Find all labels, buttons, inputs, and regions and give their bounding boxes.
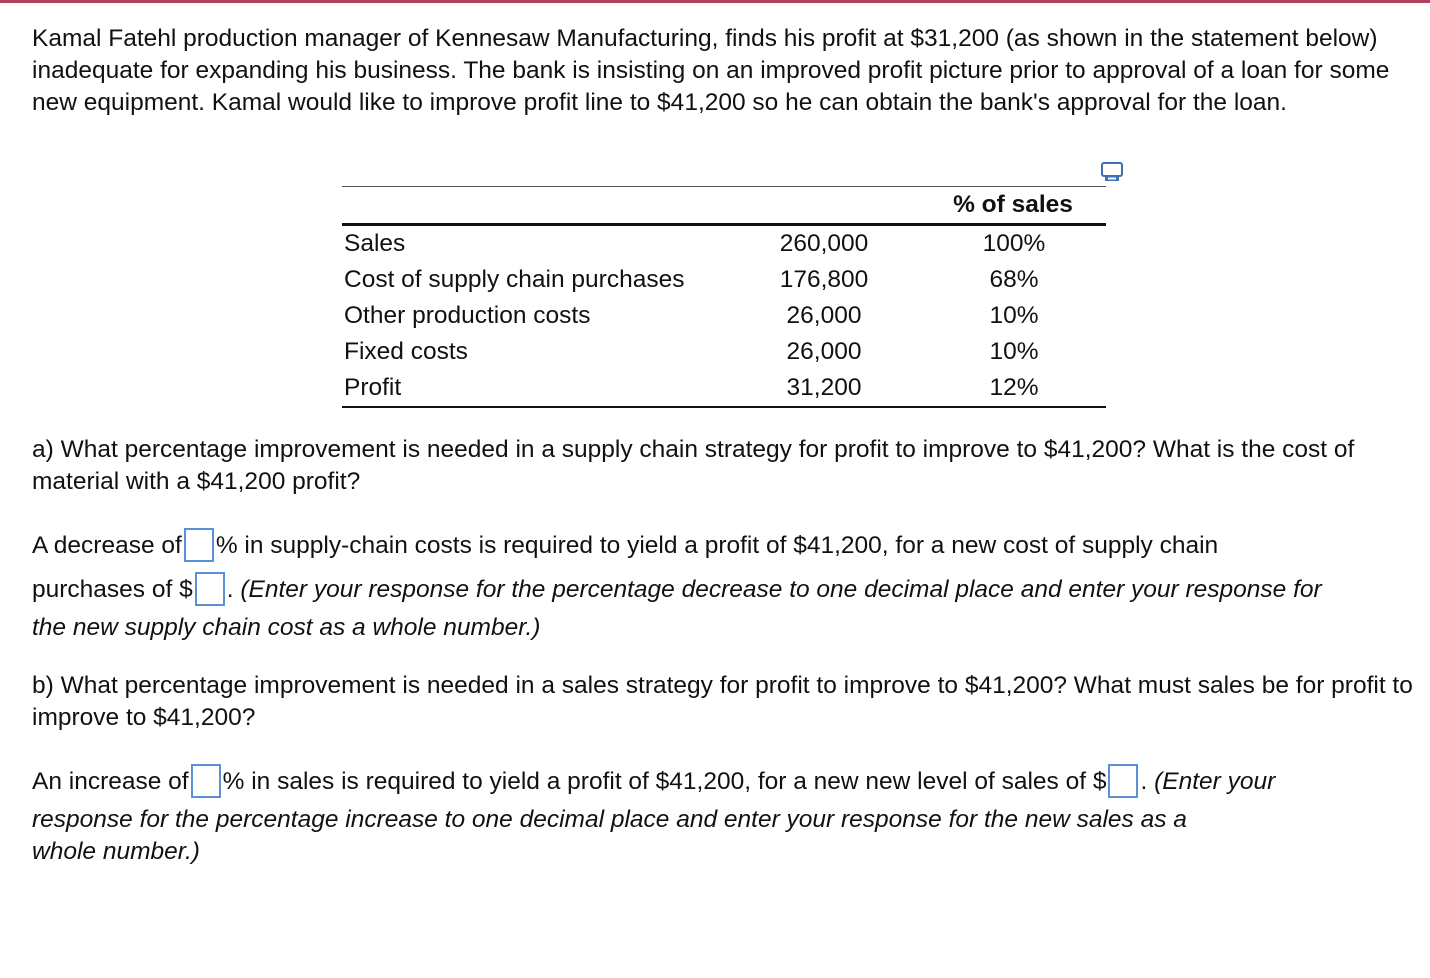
answer-a-instruction-cont: the new supply chain cost as a whole number.)	[32, 614, 541, 641]
row-amount-supply-chain: 176,800	[779, 266, 869, 293]
answer-a-instruction: (Enter your response for the percentage decrease to one decimal place and enter your response for	[240, 576, 1322, 603]
answer-a-prefix: A decrease of	[32, 532, 182, 559]
answer-a-line-1	[32, 530, 1218, 562]
table-bottom-rule	[342, 406, 1106, 408]
answer-b-instruction: (Enter your	[1154, 768, 1276, 795]
pct-increase-input[interactable]	[191, 764, 221, 798]
row-label-fixed-costs: Fixed costs	[344, 338, 468, 365]
question-a: a) What percentage improvement is needed in a supply chain strategy for profit to improve to $41,200? What is the cost of material with a $41,200 profit?	[32, 436, 1355, 495]
answer-b-suffix: .	[1140, 768, 1148, 795]
answer-a-line-2	[32, 574, 1322, 606]
pct-of-sales-header: % of sales	[953, 191, 1073, 218]
row-pct-other-production: 10%	[989, 302, 1039, 329]
problem-intro: Kamal Fatehl production manager of Kennesaw Manufacturing, finds his profit at $31,200 (as shown in the statement below) inadequate for expanding his business. The bank is insisting on an improved profit picture prior to approval of a loan for some new equipment. Kamal would like to improve profit line to $41,200 so he can obtain the bank's approval for the loan.	[32, 25, 1390, 116]
row-pct-sales: 100%	[982, 230, 1046, 257]
answer-b-middle: % in sales is required to yield a profit of $41,200, for a new new level of sales of $	[222, 768, 1107, 795]
answer-b-line-1	[32, 766, 1275, 798]
copy-to-spreadsheet-icon[interactable]	[1099, 161, 1125, 183]
row-pct-supply-chain: 68%	[989, 266, 1039, 293]
row-amount-fixed-costs: 26,000	[786, 338, 862, 365]
answer-a-line2-suffix: .	[226, 576, 234, 603]
row-amount-sales: 260,000	[779, 230, 869, 257]
row-label-sales: Sales	[344, 230, 406, 257]
row-pct-fixed-costs: 10%	[989, 338, 1039, 365]
row-amount-profit: 31,200	[786, 374, 862, 401]
top-accent-rule	[0, 0, 1430, 3]
new-supply-chain-cost-input[interactable]	[195, 572, 225, 606]
answer-b-instruction-cont: response for the percentage increase to one decimal place and enter your response for the new sales as a	[32, 806, 1187, 833]
new-sales-input[interactable]	[1108, 764, 1138, 798]
answer-a-middle: % in supply-chain costs is required to yield a profit of $41,200, for a new cost of supply chain	[215, 532, 1219, 559]
answer-a-line2-prefix: purchases of $	[32, 576, 193, 603]
row-label-supply-chain: Cost of supply chain purchases	[344, 266, 685, 293]
row-pct-profit: 12%	[989, 374, 1039, 401]
pct-decrease-input[interactable]	[184, 528, 214, 562]
row-amount-other-production: 26,000	[786, 302, 862, 329]
answer-b-instruction-end: whole number.)	[32, 838, 200, 865]
question-b: b) What percentage improvement is needed in a sales strategy for profit to improve to $41,200? What must sales be for profit to improve to $41,200?	[32, 672, 1413, 731]
row-label-other-production: Other production costs	[344, 302, 591, 329]
income-statement-table	[342, 186, 1106, 408]
row-label-profit: Profit	[344, 374, 402, 401]
answer-b-prefix: An increase of	[32, 768, 189, 795]
